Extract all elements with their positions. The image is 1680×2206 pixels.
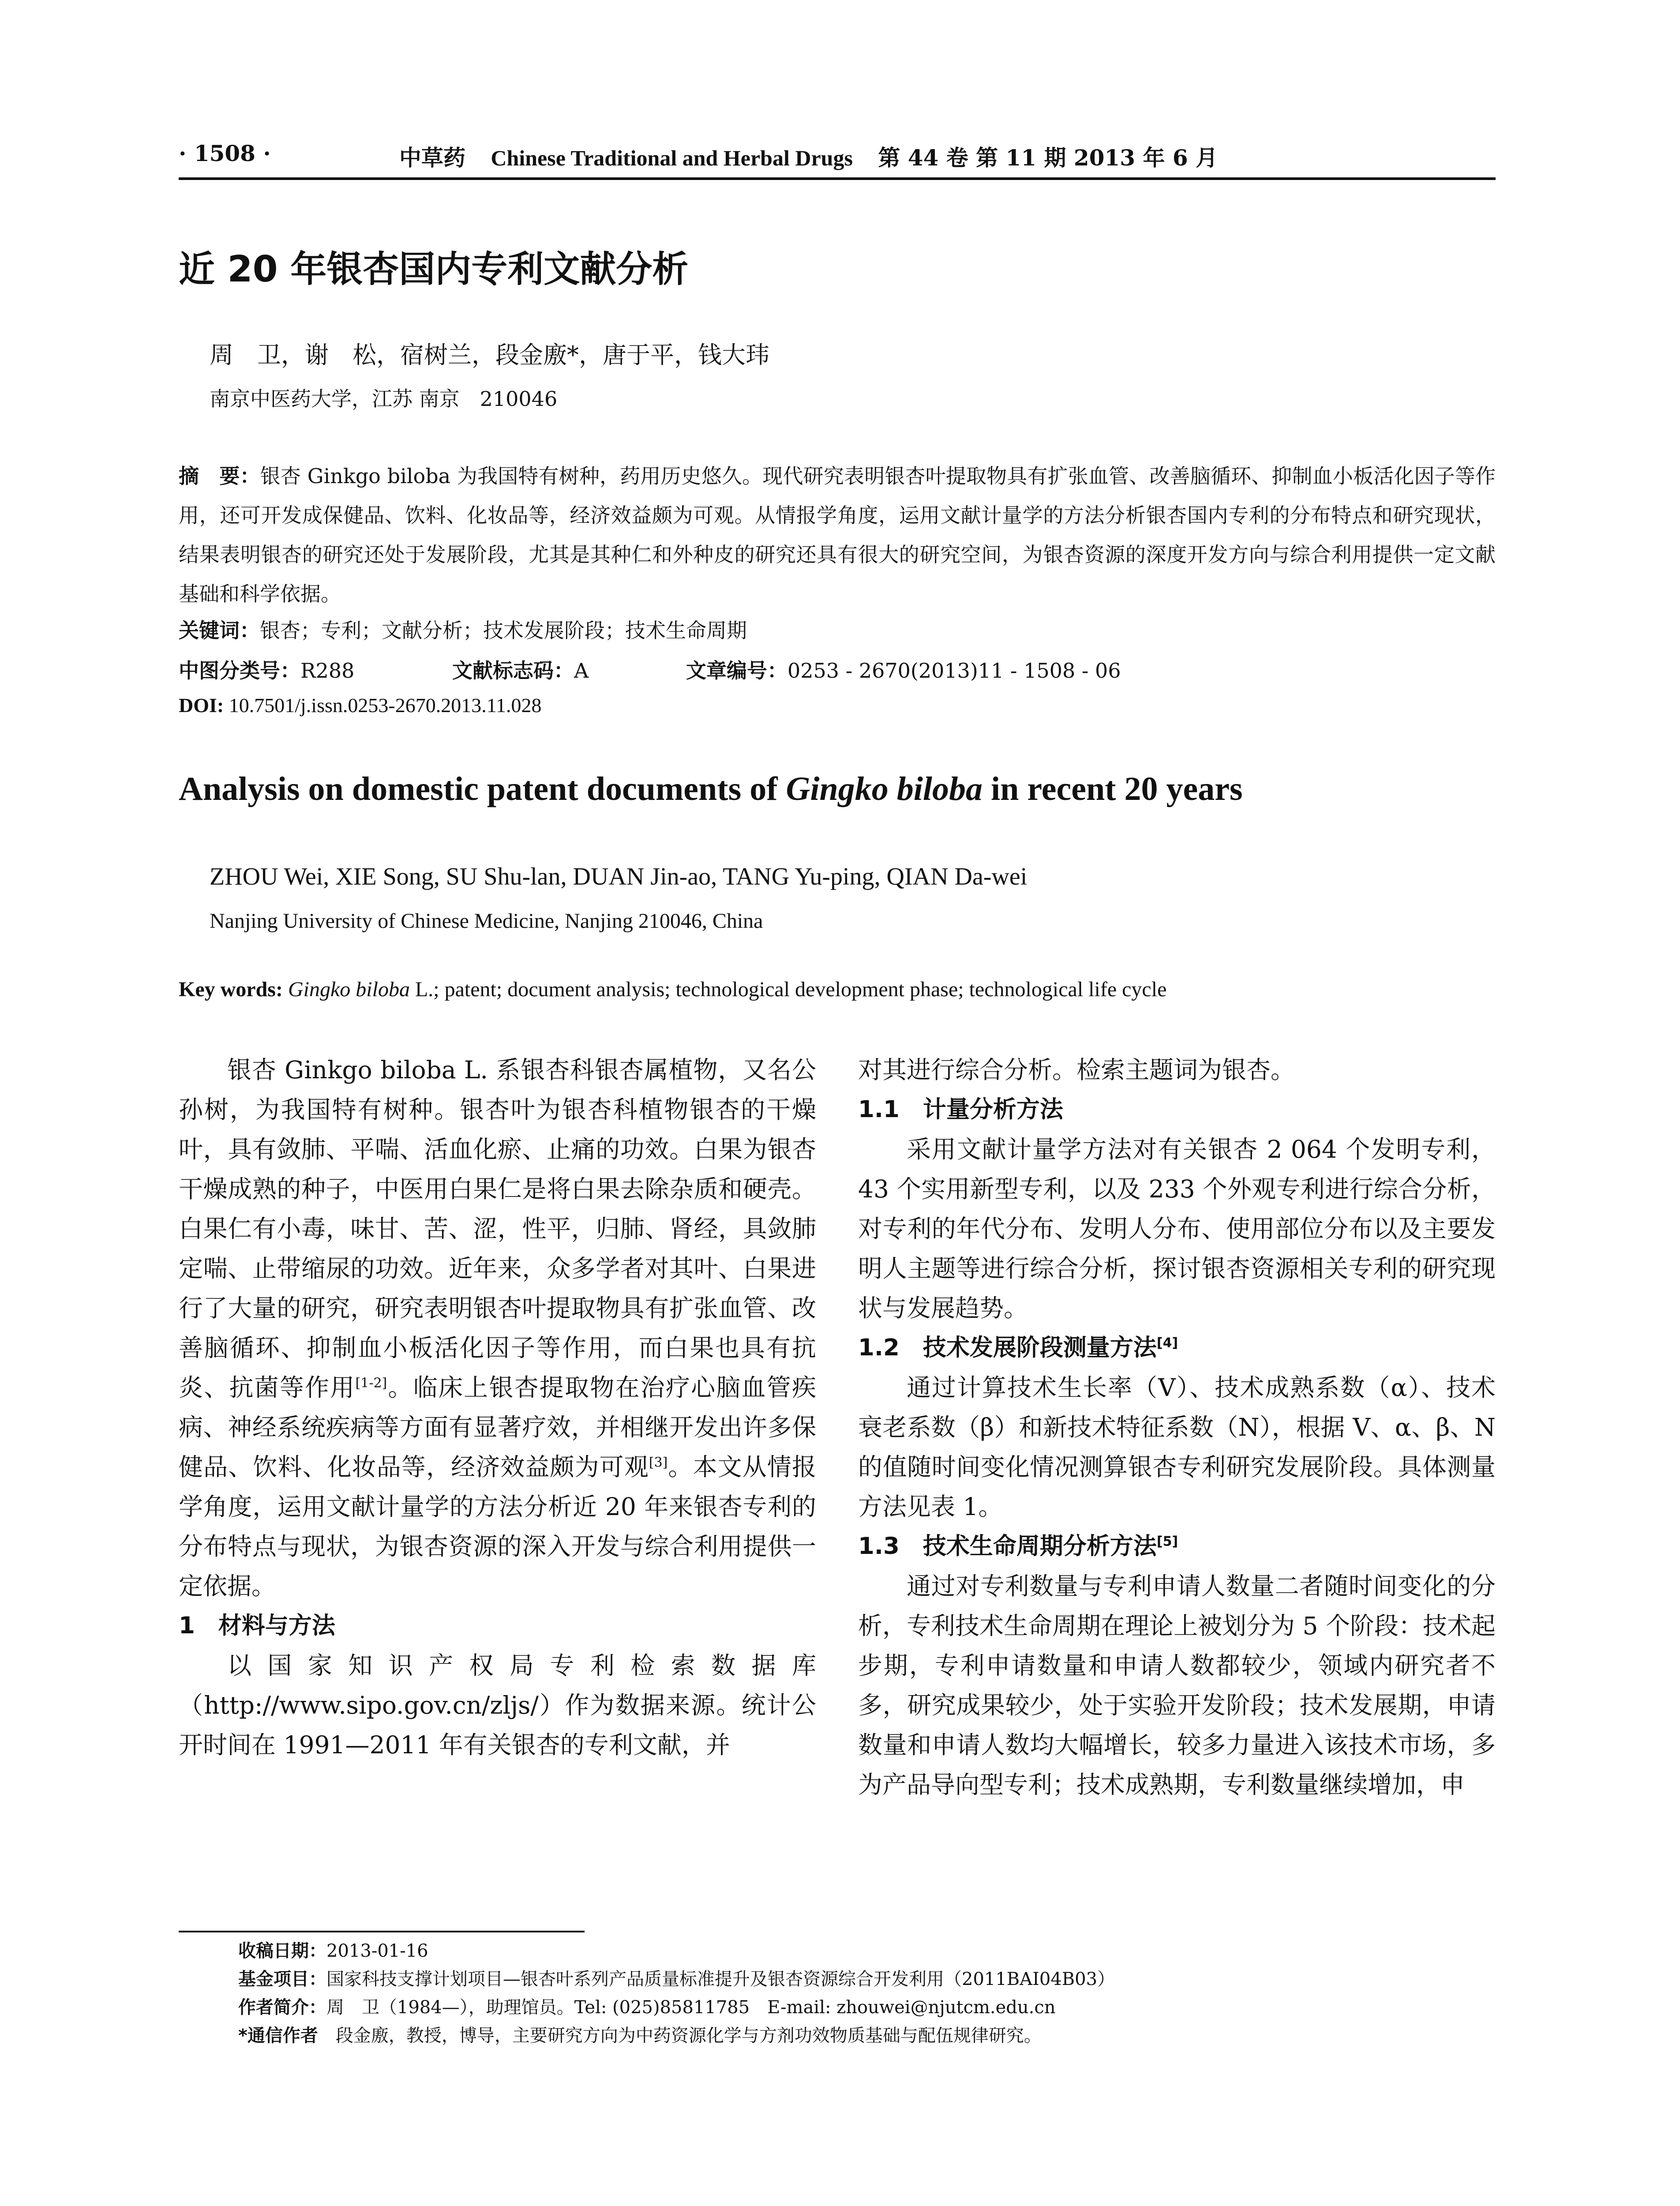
journal-name-cn: 中草药: [399, 145, 465, 171]
footnote-funding: [238, 1965, 1115, 1993]
doi-label: DOI:: [179, 694, 224, 717]
title-en-suffix: in recent 20 years: [982, 770, 1243, 807]
authors-cn: 周 卫，谢 松，宿树兰，段金廒*，唐于平，钱大玮: [210, 341, 769, 369]
footnote-label: *通信作者: [238, 2026, 336, 2046]
doc-code-value: A: [574, 659, 589, 683]
doc-code-block: [452, 655, 589, 684]
clc-label: 中图分类号：: [179, 659, 300, 683]
article-no-block: [686, 655, 1121, 684]
footnote-label: 收稿日期：: [238, 1941, 326, 1961]
footnote-correspondence: [238, 2022, 1115, 2050]
clc-block: [179, 655, 354, 684]
keywords-en: [179, 977, 1166, 1002]
abstract-label: 摘 要：: [179, 464, 260, 488]
affiliation-en: Nanjing University of Chinese Medicine, Nanjing 210046, China: [210, 909, 763, 933]
running-header: [179, 140, 1496, 176]
section-1-1-paragraph: 采用文献计量学方法对有关银杏 2 064 个发明专利，43 个实用新型专利，以及 233 个外观专利进行综合分析，对专利的年代分布、发明人分布、使用部位分布以及主要发明人主题等进行综合分析，探讨银杏资源相关专利的研究现状与发展趋势。: [858, 1135, 1496, 1322]
footnote-rule: [179, 1931, 585, 1932]
intro-text-2: 。临床上银杏提取物在治疗心脑血管疾病、神经系统疾病等方面有显著疗效，并相继开发出许多保健品、饮料、化妆品等，经济效益颇为可观: [179, 1373, 816, 1481]
keywords-text: 银杏；专利；文献分析；技术发展阶段；技术生命周期: [260, 619, 747, 642]
journal-info: [399, 140, 1218, 172]
citation-ref[interactable]: [5]: [1156, 1534, 1178, 1549]
intro-paragraph: [179, 1050, 816, 1606]
title-en-species: Gingko biloba: [786, 770, 982, 807]
intro-text-1: 银杏 Ginkgo biloba L. 系银杏科银杏属植物，又名公孙树，为我国特有树种。银杏叶为银杏科植物银杏的干燥叶，具有敛肺、平喘、活血化瘀、止痛的功效。白果为银杏干燥成熟的种子，中医用白果仁是将白果去除杂质和硬壳。白果仁有小毒，味甘、苦、涩，性平，归肺、肾经，具敛肺定喘、止带缩尿的功效。近年来，众多学者对其叶、白果进行了大量的研究，研究表明银杏叶提取物具有扩张血管、改善脑循环、抑制血小板活化因子等作用，而白果也具有抗炎、抗菌等作用: [179, 1056, 816, 1402]
citation-ref[interactable]: [1-2]: [355, 1375, 387, 1391]
footnote-label: 作者简介：: [238, 1997, 326, 2018]
article-no-label: 文章编号：: [686, 659, 788, 683]
classification-line: [179, 655, 1496, 686]
section-heading-1-3: [858, 1527, 1496, 1566]
section-1-2-paragraph: 通过计算技术生长率（V）、技术成熟系数（α）、技术衰老系数（β）和新技术特征系数（N），根据 V、α、β、N 的值随时间变化情况测算银杏专利研究发展阶段。具体测量方法见表 1。: [858, 1373, 1496, 1521]
footnote-text: 段金廒，教授，博导，主要研究方向为中药资源化学与方剂功效物质基础与配伍规律研究。: [335, 2026, 1042, 2046]
affiliation-cn: 南京中医药大学，江苏 南京 210046: [210, 387, 558, 411]
keywords-cn: [179, 615, 747, 644]
body-column-right: [858, 1050, 1496, 1805]
header-rule: [179, 177, 1496, 180]
section-heading-1-2: [858, 1328, 1496, 1368]
abstract-text: 银杏 Ginkgo biloba 为我国特有树种，药用历史悠久。现代研究表明银杏叶提取物具有扩张血管、改善脑循环、抑制血小板活化因子等作用，还可开发成保健品、饮料、化妆品等，经济效益颇为可观。从情报学角度，运用文献计量学的方法分析银杏国内专利的分布特点和研究现状，结果表明银杏的研究还处于发展阶段，尤其是其种仁和外种皮的研究还具有很大的研究空间，为银杏资源的深度开发方向与综合利用提供一定文献基础和科学依据。: [179, 464, 1496, 606]
article-no-value: 0253 - 2670(2013)11 - 1508 - 06: [788, 659, 1121, 683]
keywords-en-text: L.; patent; document analysis; technological development phase; technological life cycle: [409, 978, 1167, 1001]
title-en: [179, 770, 1243, 808]
keywords-en-label: Key words:: [179, 978, 283, 1001]
footnote-text: 周 卫（1984—），助理馆员。Tel: (025)85811785 E-mail: zhouwei@njutcm.edu.cn: [326, 1997, 1056, 2018]
clc-value: R288: [300, 659, 355, 683]
title-en-prefix: Analysis on domestic patent documents of: [179, 770, 786, 807]
section-heading-1-1: 1.1 计量分析方法: [858, 1096, 1063, 1123]
section-1-3-paragraph: 通过对专利数量与专利申请人数量二者随时间变化的分析，专利技术生命周期在理论上被划分为 5 个阶段：技术起步期，专利申请数量和申请人数都较少，领域内研究者不多，研究成果较少，处于实验开发阶段；技术发展期，申请数量和申请人数均大幅增长，较多力量进入该技术市场，多为产品导向型专利；技术成熟期，专利数量继续增加，申: [858, 1572, 1496, 1799]
section-1-2-title: 1.2 技术发展阶段测量方法: [858, 1334, 1157, 1361]
section-1-paragraph: 以国家知识产权局专利检索数据库（http://www.sipo.gov.cn/zljs/）作为数据来源。统计公开时间在 1991—2011 年有关银杏的专利文献，并: [179, 1651, 816, 1759]
footnote-text: 国家科技支撑计划项目—银杏叶系列产品质量标准提升及银杏资源综合开发利用（2011BAI04B03）: [326, 1969, 1115, 1989]
journal-name-en: Chinese Traditional and Herbal Drugs: [491, 146, 853, 170]
section-1-3-title: 1.3 技术生命周期分析方法: [858, 1533, 1157, 1560]
abstract-cn: [179, 457, 1496, 614]
citation-ref[interactable]: [3]: [649, 1455, 668, 1471]
page-number: · 1508 ·: [179, 140, 271, 166]
authors-en: ZHOU Wei, XIE Song, SU Shu-lan, DUAN Jin-ao, TANG Yu-ping, QIAN Da-wei: [210, 863, 1028, 890]
keywords-label: 关键词：: [179, 619, 260, 642]
footnotes: [238, 1937, 1115, 2050]
intro-text-3: 。本文从情报学角度，运用文献计量学的方法分析近 20 年来银杏专利的分布特点与现状，为银杏资源的深入开发与综合利用提供一定依据。: [179, 1453, 816, 1600]
section-1-continuation: 对其进行综合分析。检索主题词为银杏。: [858, 1056, 1295, 1084]
footnote-received: [238, 1937, 1115, 1965]
doi-line: [179, 694, 542, 717]
keywords-en-species: Gingko biloba: [288, 978, 410, 1001]
citation-ref[interactable]: [4]: [1156, 1335, 1178, 1351]
section-heading-1: 1 材料与方法: [179, 1612, 335, 1639]
journal-issue: 第 44 卷 第 11 期 2013 年 6 月: [878, 145, 1218, 171]
footnote-label: 基金项目：: [238, 1969, 326, 1989]
footnote-author: [238, 1993, 1115, 2022]
doi-value[interactable]: 10.7501/j.issn.0253-2670.2013.11.028: [229, 694, 542, 717]
footnote-text: 2013-01-16: [326, 1941, 428, 1961]
doc-code-label: 文献标志码：: [452, 659, 574, 683]
title-cn: 近 20 年银杏国内专利文献分析: [179, 248, 689, 290]
body-column-left: [179, 1050, 816, 1765]
